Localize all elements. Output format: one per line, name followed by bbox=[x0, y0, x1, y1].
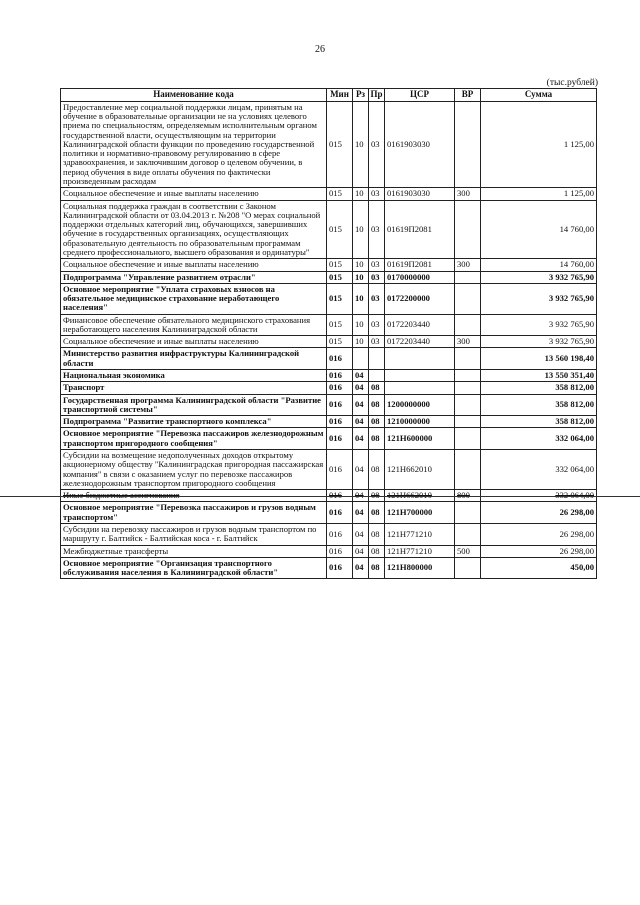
cell-sum: 3 932 765,90 bbox=[481, 271, 597, 283]
cell-min: 015 bbox=[327, 336, 353, 348]
cell-rz: 10 bbox=[353, 101, 369, 188]
table-row bbox=[61, 271, 597, 283]
cell-csr: 121Н662010 bbox=[385, 490, 455, 502]
cell-sum: 1 125,00 bbox=[481, 101, 597, 188]
table-body bbox=[61, 101, 597, 579]
cell-csr bbox=[385, 370, 455, 382]
cell-csr: 01619П2081 bbox=[385, 259, 455, 271]
cell-vr bbox=[455, 101, 481, 188]
cell-vr bbox=[455, 314, 481, 336]
cell-pr: 03 bbox=[369, 336, 385, 348]
cell-name: Подпрограмма "Развитие транспортного комплекса" bbox=[61, 416, 327, 428]
cell-sum: 26 298,00 bbox=[481, 502, 597, 524]
cell-sum: 450,00 bbox=[481, 557, 597, 579]
cell-min: 016 bbox=[327, 450, 353, 490]
cell-vr bbox=[455, 416, 481, 428]
header-rz: Рз bbox=[353, 89, 369, 102]
cell-vr bbox=[455, 428, 481, 450]
cell-vr: 500 bbox=[455, 545, 481, 557]
cell-name: Межбюджетные трансферты bbox=[61, 545, 327, 557]
cell-min: 015 bbox=[327, 271, 353, 283]
cell-name: Финансовое обеспечение обязательного медицинского страхования неработающего населения Калининградской области bbox=[61, 314, 327, 336]
cell-pr: 03 bbox=[369, 283, 385, 314]
cell-min: 015 bbox=[327, 101, 353, 188]
cell-csr: 121Н700000 bbox=[385, 502, 455, 524]
cell-name: Основное мероприятие "Организация транспортного обслуживания населения в Калининградской области" bbox=[61, 557, 327, 579]
cell-pr: 08 bbox=[369, 523, 385, 545]
table-row bbox=[61, 523, 597, 545]
budget-table bbox=[60, 88, 597, 579]
table-row bbox=[61, 314, 597, 336]
cell-min: 016 bbox=[327, 545, 353, 557]
cell-rz: 10 bbox=[353, 336, 369, 348]
cell-rz: 10 bbox=[353, 259, 369, 271]
cell-min: 015 bbox=[327, 259, 353, 271]
cell-name: Субсидии на перевозку пассажиров и грузов водным транспортом по маршруту г. Балтийск - Балтийская коса - г. Балтийск bbox=[61, 523, 327, 545]
cell-rz: 04 bbox=[353, 557, 369, 579]
cell-vr: 800 bbox=[455, 490, 481, 502]
header-vr: ВР bbox=[455, 89, 481, 102]
cell-rz: 04 bbox=[353, 394, 369, 416]
cell-sum: 14 760,00 bbox=[481, 200, 597, 259]
cell-min: 016 bbox=[327, 394, 353, 416]
cell-min: 015 bbox=[327, 188, 353, 200]
cell-vr: 300 bbox=[455, 259, 481, 271]
cell-name: Основное мероприятие "Уплата страховых взносов на обязательное медицинское страхование неработающего населения" bbox=[61, 283, 327, 314]
cell-rz: 04 bbox=[353, 523, 369, 545]
cell-rz: 10 bbox=[353, 283, 369, 314]
cell-min: 016 bbox=[327, 428, 353, 450]
table-row bbox=[61, 557, 597, 579]
header-sum: Сумма bbox=[481, 89, 597, 102]
header-min: Мин bbox=[327, 89, 353, 102]
cell-csr: 0161903030 bbox=[385, 101, 455, 188]
cell-rz: 10 bbox=[353, 271, 369, 283]
cell-csr: 0172203440 bbox=[385, 336, 455, 348]
cell-pr: 08 bbox=[369, 382, 385, 394]
cell-pr bbox=[369, 348, 385, 370]
cell-min: 016 bbox=[327, 523, 353, 545]
cell-name: Предоставление мер социальной поддержки лицам, принятым на обучение в образовательные организации не на условиях целевого приема по специальностям, определяемым исполнительным органом государственной власти, осуществляющим на территории Калининградской области функции по проведению государственной политики и нормативно-правовому регулированию в сфере здравоохранения, и заключившим договор о целевом обучении, в период обучения в виде оплаты обучения по фактически произведенным расходам bbox=[61, 101, 327, 188]
cell-pr: 03 bbox=[369, 200, 385, 259]
table-row bbox=[61, 101, 597, 188]
cell-pr: 08 bbox=[369, 502, 385, 524]
cell-rz: 10 bbox=[353, 188, 369, 200]
cell-csr: 01619П2081 bbox=[385, 200, 455, 259]
cell-vr: 300 bbox=[455, 336, 481, 348]
table-row bbox=[61, 394, 597, 416]
cell-rz: 04 bbox=[353, 502, 369, 524]
cell-pr: 03 bbox=[369, 188, 385, 200]
cell-name: Министерство развития инфраструктуры Калининградской области bbox=[61, 348, 327, 370]
cell-min: 015 bbox=[327, 314, 353, 336]
table-row bbox=[61, 348, 597, 370]
table-header-row bbox=[61, 89, 597, 102]
cell-pr: 08 bbox=[369, 545, 385, 557]
cell-pr: 08 bbox=[369, 450, 385, 490]
cell-min: 016 bbox=[327, 502, 353, 524]
cell-pr: 08 bbox=[369, 416, 385, 428]
units-label: (тыс.рублей) bbox=[546, 78, 598, 88]
cell-csr: 0161903030 bbox=[385, 188, 455, 200]
cell-csr: 121Н771210 bbox=[385, 545, 455, 557]
page-number: 26 bbox=[315, 44, 325, 55]
cell-vr bbox=[455, 271, 481, 283]
cell-sum: 358 812,00 bbox=[481, 382, 597, 394]
cell-sum: 13 550 351,40 bbox=[481, 370, 597, 382]
cell-pr: 08 bbox=[369, 428, 385, 450]
cell-rz: 04 bbox=[353, 490, 369, 502]
cell-vr bbox=[455, 382, 481, 394]
cell-sum: 332 064,00 bbox=[481, 450, 597, 490]
table-row bbox=[61, 259, 597, 271]
cell-vr bbox=[455, 200, 481, 259]
cell-rz: 10 bbox=[353, 314, 369, 336]
cell-name: Национальная экономика bbox=[61, 370, 327, 382]
table-row bbox=[61, 502, 597, 524]
cell-vr: 300 bbox=[455, 188, 481, 200]
cell-vr bbox=[455, 523, 481, 545]
cell-name: Транспорт bbox=[61, 382, 327, 394]
cell-name: Субсидии на возмещение недополученных доходов открытому акционерному обществу "Калининградская пригородная пассажирская компания" в связи с оказанием услуг по перевозке пассажиров железнодорожным транспортом пригородного сообщения bbox=[61, 450, 327, 490]
cell-vr bbox=[455, 450, 481, 490]
cell-sum: 3 932 765,90 bbox=[481, 314, 597, 336]
cell-pr: 03 bbox=[369, 271, 385, 283]
cell-name: Государственная программа Калининградской области "Развитие транспортной системы" bbox=[61, 394, 327, 416]
header-csr: ЦСР bbox=[385, 89, 455, 102]
cell-rz: 04 bbox=[353, 416, 369, 428]
table-row bbox=[61, 545, 597, 557]
cell-csr: 0172203440 bbox=[385, 314, 455, 336]
header-name: Наименование кода bbox=[61, 89, 327, 102]
table-row bbox=[61, 370, 597, 382]
table-row bbox=[61, 416, 597, 428]
table-row bbox=[61, 450, 597, 490]
cell-vr bbox=[455, 394, 481, 416]
cell-name: Социальное обеспечение и иные выплаты населению bbox=[61, 188, 327, 200]
cell-name: Социальное обеспечение и иные выплаты населению bbox=[61, 259, 327, 271]
cell-pr: 08 bbox=[369, 394, 385, 416]
cell-sum: 3 932 765,90 bbox=[481, 336, 597, 348]
cell-min: 016 bbox=[327, 416, 353, 428]
cell-csr: 0172200000 bbox=[385, 283, 455, 314]
cell-min: 016 bbox=[327, 370, 353, 382]
table-row bbox=[61, 382, 597, 394]
cell-sum: 358 812,00 bbox=[481, 416, 597, 428]
cell-rz: 04 bbox=[353, 450, 369, 490]
cell-min: 016 bbox=[327, 557, 353, 579]
cell-sum: 26 298,00 bbox=[481, 545, 597, 557]
cell-csr: 1210000000 bbox=[385, 416, 455, 428]
cell-min: 016 bbox=[327, 382, 353, 394]
cell-sum: 332 064,00 bbox=[481, 490, 597, 502]
cell-min: 016 bbox=[327, 348, 353, 370]
cell-rz: 04 bbox=[353, 382, 369, 394]
cell-pr: 03 bbox=[369, 314, 385, 336]
cell-name: Подпрограмма "Управление развитием отрасли" bbox=[61, 271, 327, 283]
cell-pr: 08 bbox=[369, 557, 385, 579]
cell-rz bbox=[353, 348, 369, 370]
cell-min: 015 bbox=[327, 200, 353, 259]
cell-rz: 04 bbox=[353, 428, 369, 450]
table-row bbox=[61, 336, 597, 348]
cell-sum: 14 760,00 bbox=[481, 259, 597, 271]
cell-sum: 1 125,00 bbox=[481, 188, 597, 200]
cell-name: Иные бюджетные ассигнования bbox=[61, 490, 327, 502]
cell-csr: 121Н600000 bbox=[385, 428, 455, 450]
cell-pr: 03 bbox=[369, 101, 385, 188]
cell-csr bbox=[385, 382, 455, 394]
cell-csr: 0170000000 bbox=[385, 271, 455, 283]
cell-csr: 1200000000 bbox=[385, 394, 455, 416]
cell-vr bbox=[455, 370, 481, 382]
cell-csr: 121Н800000 bbox=[385, 557, 455, 579]
cell-pr: 03 bbox=[369, 259, 385, 271]
strike-through-line bbox=[0, 496, 640, 497]
cell-sum: 26 298,00 bbox=[481, 523, 597, 545]
cell-vr bbox=[455, 502, 481, 524]
table-row bbox=[61, 428, 597, 450]
table-row bbox=[61, 283, 597, 314]
cell-pr bbox=[369, 370, 385, 382]
cell-csr: 121Н771210 bbox=[385, 523, 455, 545]
cell-name: Социальное обеспечение и иные выплаты населению bbox=[61, 336, 327, 348]
cell-sum: 332 064,00 bbox=[481, 428, 597, 450]
cell-csr: 121Н662010 bbox=[385, 450, 455, 490]
cell-vr bbox=[455, 283, 481, 314]
cell-min: 016 bbox=[327, 490, 353, 502]
cell-rz: 10 bbox=[353, 200, 369, 259]
table-row bbox=[61, 200, 597, 259]
cell-vr bbox=[455, 557, 481, 579]
cell-sum: 358 812,00 bbox=[481, 394, 597, 416]
cell-name: Основное мероприятие "Перевозка пассажиров железнодорожным транспортом пригородного сообщения" bbox=[61, 428, 327, 450]
cell-pr: 08 bbox=[369, 490, 385, 502]
cell-sum: 3 932 765,90 bbox=[481, 283, 597, 314]
header-pr: Пр bbox=[369, 89, 385, 102]
cell-name: Социальная поддержка граждан в соответствии с Законом Калининградской области от 03.04.2013 г. №208 "О мерах социальной поддержки отдельных категорий лиц, обучающихся, завершивших обучение в государственных организациях, осуществляющих образовательную деятельность по образовательным программам среднего профессионального, высшего образования и ординатуры" bbox=[61, 200, 327, 259]
cell-csr bbox=[385, 348, 455, 370]
cell-name: Основное мероприятие "Перевозка пассажиров и грузов водным транспортом" bbox=[61, 502, 327, 524]
cell-rz: 04 bbox=[353, 545, 369, 557]
cell-sum: 13 560 198,40 bbox=[481, 348, 597, 370]
cell-rz: 04 bbox=[353, 370, 369, 382]
cell-vr bbox=[455, 348, 481, 370]
cell-min: 015 bbox=[327, 283, 353, 314]
table-row bbox=[61, 188, 597, 200]
